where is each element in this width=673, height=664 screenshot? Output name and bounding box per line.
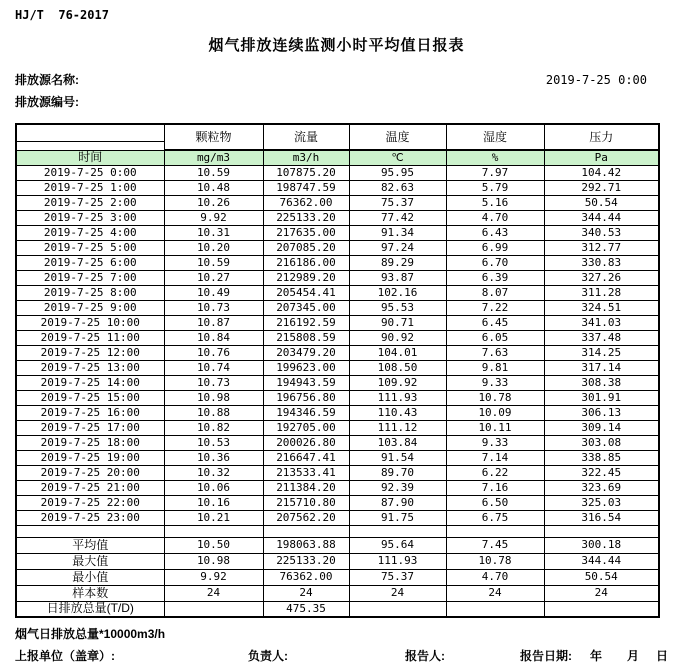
table-row [16, 390, 659, 405]
value-cell: 10.36 [164, 450, 263, 465]
summary-value-cell: 225133.20 [263, 553, 349, 569]
value-cell: 316.54 [544, 510, 659, 525]
summary-value-cell: 10.78 [446, 553, 544, 569]
value-cell: 10.98 [164, 390, 263, 405]
value-cell: 10.84 [164, 330, 263, 345]
value-cell: 215808.59 [263, 330, 349, 345]
value-cell: 10.73 [164, 300, 263, 315]
summary-label-cell: 样本数 [16, 585, 164, 601]
summary-value-cell: 10.50 [164, 537, 263, 553]
value-cell: 10.78 [446, 390, 544, 405]
summary-label-cell: 平均值 [16, 537, 164, 553]
summary-value-cell: 9.92 [164, 569, 263, 585]
time-cell: 2019-7-25 10:00 [16, 315, 164, 330]
hourly-data-body [16, 165, 659, 537]
source-name-label: 排放源名称: [15, 73, 79, 87]
value-cell: 200026.80 [263, 435, 349, 450]
value-cell: 338.85 [544, 450, 659, 465]
header-corner-bottom [16, 141, 164, 150]
value-cell: 95.95 [349, 165, 446, 180]
value-cell: 10.32 [164, 465, 263, 480]
value-cell: 7.22 [446, 300, 544, 315]
table-row [16, 375, 659, 390]
value-cell: 207085.20 [263, 240, 349, 255]
value-cell: 207562.20 [263, 510, 349, 525]
value-cell: 325.03 [544, 495, 659, 510]
value-cell: 103.84 [349, 435, 446, 450]
value-cell: 6.45 [446, 315, 544, 330]
time-cell: 2019-7-25 13:00 [16, 360, 164, 375]
table-row [16, 420, 659, 435]
report-table [15, 123, 660, 618]
year-label: 年 [590, 649, 603, 663]
time-cell: 2019-7-25 15:00 [16, 390, 164, 405]
value-cell: 324.51 [544, 300, 659, 315]
table-header [16, 124, 659, 165]
summary-value-cell: 76362.00 [263, 569, 349, 585]
time-cell: 2019-7-25 1:00 [16, 180, 164, 195]
time-cell: 2019-7-25 22:00 [16, 495, 164, 510]
value-cell: 10.76 [164, 345, 263, 360]
value-cell: 216647.41 [263, 450, 349, 465]
summary-value-cell: 24 [164, 585, 263, 601]
value-cell: 341.03 [544, 315, 659, 330]
summary-value-cell: 75.37 [349, 569, 446, 585]
value-cell: 10.88 [164, 405, 263, 420]
summary-value-cell: 24 [263, 585, 349, 601]
value-cell: 6.75 [446, 510, 544, 525]
empty-cell [349, 525, 446, 537]
report-date-label: 报告日期: [520, 649, 572, 663]
value-cell: 199623.00 [263, 360, 349, 375]
value-cell: 203479.20 [263, 345, 349, 360]
value-cell: 89.70 [349, 465, 446, 480]
time-cell: 2019-7-25 8:00 [16, 285, 164, 300]
value-cell: 10.53 [164, 435, 263, 450]
value-cell: 337.48 [544, 330, 659, 345]
reporting-unit-label: 上报单位（盖章）: [15, 649, 115, 663]
value-cell: 205454.41 [263, 285, 349, 300]
value-cell: 110.43 [349, 405, 446, 420]
value-cell: 97.24 [349, 240, 446, 255]
value-cell: 309.14 [544, 420, 659, 435]
value-cell: 6.99 [446, 240, 544, 255]
value-cell: 7.63 [446, 345, 544, 360]
time-cell: 2019-7-25 21:00 [16, 480, 164, 495]
value-cell: 91.75 [349, 510, 446, 525]
value-cell: 10.74 [164, 360, 263, 375]
table-row [16, 510, 659, 525]
standard-code: HJ/T 76-2017 [15, 8, 109, 22]
summary-label-cell: 最小值 [16, 569, 164, 585]
value-cell: 10.59 [164, 165, 263, 180]
value-cell: 10.82 [164, 420, 263, 435]
column-header-pressure: 压力 [544, 124, 659, 150]
time-cell: 2019-7-25 23:00 [16, 510, 164, 525]
value-cell: 196756.80 [263, 390, 349, 405]
value-cell: 217635.00 [263, 225, 349, 240]
summary-value-cell: 7.45 [446, 537, 544, 553]
value-cell: 7.97 [446, 165, 544, 180]
time-cell: 2019-7-25 4:00 [16, 225, 164, 240]
time-cell: 2019-7-25 5:00 [16, 240, 164, 255]
table-row [16, 465, 659, 480]
value-cell: 9.92 [164, 210, 263, 225]
summary-value-cell [349, 601, 446, 617]
value-cell: 207345.00 [263, 300, 349, 315]
summary-value-cell: 24 [446, 585, 544, 601]
value-cell: 7.16 [446, 480, 544, 495]
value-cell: 10.87 [164, 315, 263, 330]
summary-label-cell: 日排放总量(T/D) [16, 601, 164, 617]
summary-body [16, 537, 659, 617]
summary-row [16, 553, 659, 569]
value-cell: 10.26 [164, 195, 263, 210]
value-cell: 308.38 [544, 375, 659, 390]
summary-value-cell: 24 [544, 585, 659, 601]
summary-value-cell: 111.93 [349, 553, 446, 569]
summary-row [16, 601, 659, 617]
value-cell: 10.49 [164, 285, 263, 300]
value-cell: 82.63 [349, 180, 446, 195]
value-cell: 50.54 [544, 195, 659, 210]
meta-row-source-name [15, 71, 647, 88]
value-cell: 108.50 [349, 360, 446, 375]
value-cell: 111.12 [349, 420, 446, 435]
footer-note: 烟气日排放总量*10000m3/h [15, 627, 166, 641]
value-cell: 10.09 [446, 405, 544, 420]
value-cell: 216186.00 [263, 255, 349, 270]
column-header-humidity: 湿度 [446, 124, 544, 150]
reporter-label: 报告人: [405, 649, 445, 663]
value-cell: 7.14 [446, 450, 544, 465]
table-row [16, 225, 659, 240]
empty-cell [446, 525, 544, 537]
column-header-flow: 流量 [263, 124, 349, 150]
time-cell: 2019-7-25 0:00 [16, 165, 164, 180]
value-cell: 10.06 [164, 480, 263, 495]
value-cell: 111.93 [349, 390, 446, 405]
value-cell: 9.33 [446, 435, 544, 450]
value-cell: 311.28 [544, 285, 659, 300]
summary-value-cell: 95.64 [349, 537, 446, 553]
table-row [16, 495, 659, 510]
summary-value-cell: 198063.88 [263, 537, 349, 553]
summary-value-cell: 50.54 [544, 569, 659, 585]
value-cell: 6.70 [446, 255, 544, 270]
time-cell: 2019-7-25 2:00 [16, 195, 164, 210]
value-cell: 10.59 [164, 255, 263, 270]
header-corner-top [16, 124, 164, 141]
value-cell: 327.26 [544, 270, 659, 285]
table-row [16, 360, 659, 375]
value-cell: 10.16 [164, 495, 263, 510]
value-cell: 9.33 [446, 375, 544, 390]
summary-value-cell [544, 601, 659, 617]
summary-value-cell: 344.44 [544, 553, 659, 569]
value-cell: 76362.00 [263, 195, 349, 210]
time-cell: 2019-7-25 7:00 [16, 270, 164, 285]
source-code-label: 排放源编号: [15, 95, 79, 109]
time-cell: 2019-7-25 6:00 [16, 255, 164, 270]
value-cell: 77.42 [349, 210, 446, 225]
value-cell: 198747.59 [263, 180, 349, 195]
column-header-particulate: 颗粒物 [164, 124, 263, 150]
value-cell: 10.20 [164, 240, 263, 255]
value-cell: 104.42 [544, 165, 659, 180]
table-row [16, 285, 659, 300]
page-title: 烟气排放连续监测小时平均值日报表 [208, 37, 465, 54]
value-cell: 9.81 [446, 360, 544, 375]
value-cell: 330.83 [544, 255, 659, 270]
time-cell: 2019-7-25 17:00 [16, 420, 164, 435]
summary-value-cell [164, 601, 263, 617]
time-cell: 2019-7-25 20:00 [16, 465, 164, 480]
value-cell: 6.50 [446, 495, 544, 510]
summary-value-cell: 24 [349, 585, 446, 601]
value-cell: 8.07 [446, 285, 544, 300]
value-cell: 312.77 [544, 240, 659, 255]
summary-value-cell: 10.98 [164, 553, 263, 569]
value-cell: 10.48 [164, 180, 263, 195]
value-cell: 344.44 [544, 210, 659, 225]
table-row [16, 240, 659, 255]
unit-particulate: mg/m3 [164, 150, 263, 165]
time-header: 时间 [16, 150, 164, 165]
summary-value-cell [446, 601, 544, 617]
value-cell: 102.16 [349, 285, 446, 300]
unit-temperature: ℃ [349, 150, 446, 165]
table-row [16, 345, 659, 360]
value-cell: 6.05 [446, 330, 544, 345]
table-row [16, 195, 659, 210]
summary-row [16, 585, 659, 601]
table-row [16, 270, 659, 285]
value-cell: 213533.41 [263, 465, 349, 480]
value-cell: 10.11 [446, 420, 544, 435]
value-cell: 323.69 [544, 480, 659, 495]
value-cell: 93.87 [349, 270, 446, 285]
summary-label-cell: 最大值 [16, 553, 164, 569]
table-row [16, 315, 659, 330]
table-row [16, 165, 659, 180]
value-cell: 10.31 [164, 225, 263, 240]
value-cell: 340.53 [544, 225, 659, 240]
empty-cell [263, 525, 349, 537]
value-cell: 95.53 [349, 300, 446, 315]
month-label: 月 [627, 649, 640, 663]
summary-row [16, 537, 659, 553]
empty-cell [16, 525, 164, 537]
spacer-row [16, 525, 659, 537]
value-cell: 107875.20 [263, 165, 349, 180]
value-cell: 10.27 [164, 270, 263, 285]
value-cell: 5.16 [446, 195, 544, 210]
time-cell: 2019-7-25 11:00 [16, 330, 164, 345]
value-cell: 91.54 [349, 450, 446, 465]
unit-row [16, 150, 659, 165]
value-cell: 192705.00 [263, 420, 349, 435]
time-cell: 2019-7-25 14:00 [16, 375, 164, 390]
value-cell: 109.92 [349, 375, 446, 390]
value-cell: 10.73 [164, 375, 263, 390]
time-cell: 2019-7-25 18:00 [16, 435, 164, 450]
unit-humidity: % [446, 150, 544, 165]
value-cell: 215710.80 [263, 495, 349, 510]
empty-cell [164, 525, 263, 537]
value-cell: 104.01 [349, 345, 446, 360]
table-row [16, 450, 659, 465]
unit-pressure: Pa [544, 150, 659, 165]
value-cell: 6.22 [446, 465, 544, 480]
value-cell: 5.79 [446, 180, 544, 195]
time-cell: 2019-7-25 9:00 [16, 300, 164, 315]
column-header-temperature: 温度 [349, 124, 446, 150]
empty-cell [544, 525, 659, 537]
summary-value-cell: 4.70 [446, 569, 544, 585]
value-cell: 87.90 [349, 495, 446, 510]
value-cell: 4.70 [446, 210, 544, 225]
value-cell: 301.91 [544, 390, 659, 405]
table-row [16, 330, 659, 345]
value-cell: 216192.59 [263, 315, 349, 330]
value-cell: 10.21 [164, 510, 263, 525]
table-row [16, 435, 659, 450]
value-cell: 303.08 [544, 435, 659, 450]
value-cell: 292.71 [544, 180, 659, 195]
value-cell: 90.71 [349, 315, 446, 330]
table-row [16, 480, 659, 495]
value-cell: 211384.20 [263, 480, 349, 495]
summary-row [16, 569, 659, 585]
value-cell: 314.25 [544, 345, 659, 360]
day-label: 日 [656, 649, 669, 663]
value-cell: 92.39 [349, 480, 446, 495]
value-cell: 91.34 [349, 225, 446, 240]
responsible-person-label: 负责人: [248, 649, 288, 663]
value-cell: 212989.20 [263, 270, 349, 285]
table-row [16, 210, 659, 225]
table-row [16, 180, 659, 195]
value-cell: 89.29 [349, 255, 446, 270]
summary-value-cell: 300.18 [544, 537, 659, 553]
table-row [16, 255, 659, 270]
value-cell: 90.92 [349, 330, 446, 345]
report-datetime: 2019-7-25 0:00 [545, 73, 647, 87]
value-cell: 75.37 [349, 195, 446, 210]
time-cell: 2019-7-25 19:00 [16, 450, 164, 465]
time-cell: 2019-7-25 3:00 [16, 210, 164, 225]
value-cell: 6.39 [446, 270, 544, 285]
summary-value-cell: 475.35 [263, 601, 349, 617]
value-cell: 317.14 [544, 360, 659, 375]
value-cell: 225133.20 [263, 210, 349, 225]
value-cell: 194346.59 [263, 405, 349, 420]
table-row [16, 405, 659, 420]
unit-flow: m3/h [263, 150, 349, 165]
value-cell: 306.13 [544, 405, 659, 420]
table-row [16, 300, 659, 315]
signature-row [15, 647, 673, 663]
time-cell: 2019-7-25 16:00 [16, 405, 164, 420]
time-cell: 2019-7-25 12:00 [16, 345, 164, 360]
value-cell: 194943.59 [263, 375, 349, 390]
value-cell: 6.43 [446, 225, 544, 240]
meta-row-source-code [15, 93, 647, 110]
value-cell: 322.45 [544, 465, 659, 480]
